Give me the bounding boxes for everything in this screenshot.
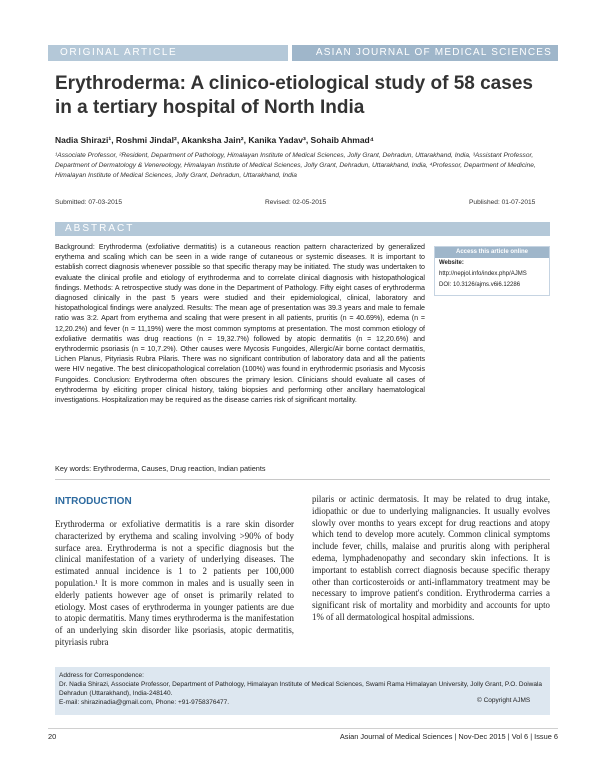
abstract-banner: ABSTRACT	[55, 222, 550, 236]
author-affiliations: ¹Associate Professor, ²Resident, Department of Pathology, Himalayan Institute of Medical Sciences, Jolly Grant, Dehradun, Uttarakhand, India, ³Assistant Professor, Department of Dermatology & Venereology, Himalayan Institute of Medical Sciences, Jolly Grant, Dehradun, Uttarakhand, India, ⁴Professor, Department of Medicine, Himalayan Institute of Medical Sciences, Jolly Grant, Dehradun, Uttarakhand, India	[55, 152, 536, 179]
submitted-date: Submitted: 07-03-2015	[55, 199, 123, 206]
website-label: Website:	[439, 260, 464, 266]
revised-date: Revised: 02-05-2015	[265, 199, 327, 206]
abstract-text: Background: Erythroderma (exfoliative dermatitis) is a cutaneous reaction pattern characterized by generalized erythema and scaling which can be seen in a wide range of cutaneous or systemic diseases. It is important to establish correct diagnosis whenever possible so that specific therapy may be initiated. The study was undertaken to evaluate the clinical profile and etiology of erythroderma and to correlate clinical diagnosis with histopathological findings. Methods: A retrospective study was done in the Department of Pathology. Fifty eight cases of erythroderma diagnosed clinically in the past 5 years were studied and their epidemiological, clinical, laboratory and histopathological findings were analyzed. Results: The mean age of presentation was 39.3 years and male to female ratio was 3:2. Apart from erythema and scaling that were present in all patients, pruritis (n = 40.69%), edema (n = 12,20.2%) and fever (n = 11,19%) were the most common symptoms at presentation. The most common etiology of exfoliative dermatitis was drug reactions (n = 19,32.7%) followed by atopic dermatitis (n = 12,20.6%) and erythrodermic psoriasis (n = 10,7.2%). Other causes were Mycosis Fungoides, Allergic/Air borne contact dermatitis, Lichen Planus, Pityriasis Rubra Pilaris. There was no significant contribution of laboratory data and all the patients were HIV negative. The best clinicopathological correlation (100%) was found in erythrodermic psoriasis and Mycosis Fungoides. Conclusion: Erythroderma often obscures the primary lesion. Clinicians should evaluate all cases of erythroderma by eliciting proper clinical history, taking biopsies and performing other ancillary haematological investigations. Hospitalization may be required as the disease carries risk of significant mortality.	[55, 243, 425, 405]
journal-name-label: ASIAN JOURNAL OF MEDICAL SCIENCES	[292, 45, 558, 61]
introduction-left-column: Erythroderma or exfoliative dermatitis is a rare skin disorder characterized by erythema and scaling involving >90% of body surface area. Erythroderma is not a specific diagnosis but the clinical manifestation of a variety of underlying diseases. The estimated annual incidence is 1 to 2 patients per 100,000 population.¹ It is more common in males and is usually seen in elderly patients however age of onset is primarily related to etiology. Most cases of erythroderma in younger patients are due to atopic dermatitis. Many times erythroderma is the manifestation of an underlying skin disorder like psoriasis, atopic dermatitis, pityriasis rubra	[55, 519, 294, 647]
footer-divider	[48, 728, 558, 729]
introduction-heading: INTRODUCTION	[55, 496, 132, 507]
article-type-label: ORIGINAL ARTICLE	[48, 45, 288, 61]
correspondence-heading: Address for Correspondence:	[59, 672, 144, 679]
access-online-box	[434, 246, 550, 296]
correspondence-box	[55, 667, 550, 715]
page-number: 20	[48, 732, 57, 741]
website-link[interactable]: http://nepjol.info/index.php/AJMS	[439, 271, 527, 277]
doi-text[interactable]: DOI: 10.3126/ajms.v6i6.12286	[439, 282, 521, 288]
article-title: Erythroderma: A clinico-etiological study of 58 cases in a tertiary hospital of North India	[55, 73, 533, 118]
correspondence-contact: E-mail: shirazinadia@gmail.com, Phone: +91-9758376477.	[59, 699, 230, 706]
published-date: Published: 01-07-2015	[469, 199, 536, 206]
author-list: Nadia Shirazi¹, Roshmi Jindal², Akanksha Jain², Kanika Yadav³, Sohaib Ahmad⁴	[55, 135, 374, 145]
footer-journal-info: Asian Journal of Medical Sciences | Nov-Dec 2015 | Vol 6 | Issue 6	[339, 732, 558, 741]
access-online-heading: Access this article online	[435, 247, 549, 258]
introduction-right-column: pilaris or actinic dermatosis. It may be related to drug intake, idiopathic or due to underlying malignancies. It usually evolves slowly over months to years except for drug reactions and atopy which tend to develop more acutely. Common clinical symptoms include fever, chills, malaise and pruritis along with peripheral edema, lymphadenopathy and secondary skin infections. It is important to establish correct diagnosis because specific therapy other than corticosteroids or anti-inflammatory treatment may be necessary to improve patient's condition. Erythroderma carries a significant risk of mortality and morbidity and accounts for upto 1% of all dermatological hospital admissions.	[312, 494, 550, 622]
copyright-notice: © Copyright AJMS	[477, 697, 531, 704]
keywords: Key words: Erythroderma, Causes, Drug reaction, Indian patients	[55, 464, 266, 473]
correspondence-address: Dr. Nadia Shirazi, Associate Professor, Department of Pathology, Himalayan Institute of Medical Sciences, Swami Rama Himalayan University, Jolly Grant, P.O. Doiwala Dehradun (Uttarakhand), India-248140.	[59, 681, 543, 697]
article-header-bar	[48, 45, 558, 61]
section-divider	[55, 479, 550, 480]
